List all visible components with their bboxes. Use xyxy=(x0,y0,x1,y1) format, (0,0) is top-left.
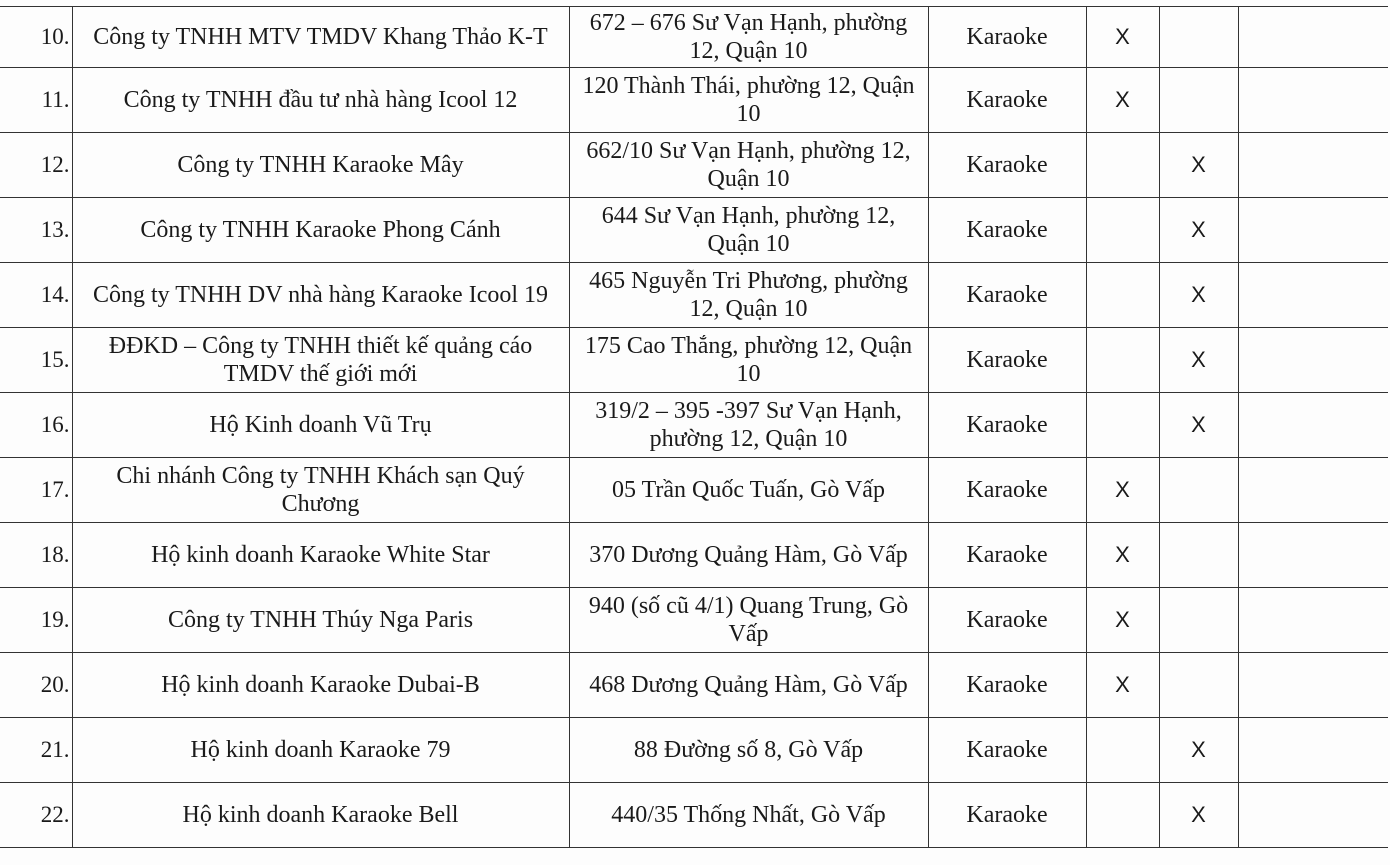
business-type: Karaoke xyxy=(928,133,1086,198)
row-number: 13. xyxy=(0,198,72,263)
business-name: Công ty TNHH Karaoke Mây xyxy=(72,133,569,198)
table-row xyxy=(0,653,1388,718)
table-row xyxy=(0,7,1388,68)
business-address: 644 Sư Vạn Hạnh, phường 12, Quận 10 xyxy=(569,198,928,263)
mark-column-a xyxy=(1086,198,1159,263)
extra-column xyxy=(1238,133,1388,198)
extra-column xyxy=(1238,263,1388,328)
extra-column xyxy=(1238,7,1388,68)
mark-column-a: X xyxy=(1086,7,1159,68)
table-row xyxy=(0,328,1388,393)
mark-column-b xyxy=(1159,523,1238,588)
mark-column-b: X xyxy=(1159,133,1238,198)
mark-column-a xyxy=(1086,783,1159,848)
business-name: Hộ kinh doanh Karaoke White Star xyxy=(72,523,569,588)
business-type: Karaoke xyxy=(928,653,1086,718)
business-name: Hộ kinh doanh Karaoke Dubai-B xyxy=(72,653,569,718)
business-name: Công ty TNHH DV nhà hàng Karaoke Icool 19 xyxy=(72,263,569,328)
business-name: Công ty TNHH MTV TMDV Khang Thảo K-T xyxy=(72,7,569,68)
business-type: Karaoke xyxy=(928,783,1086,848)
mark-column-b xyxy=(1159,653,1238,718)
table-row xyxy=(0,263,1388,328)
business-type: Karaoke xyxy=(928,393,1086,458)
mark-column-b xyxy=(1159,458,1238,523)
mark-column-a: X xyxy=(1086,653,1159,718)
extra-column xyxy=(1238,393,1388,458)
business-address: 940 (số cũ 4/1) Quang Trung, Gò Vấp xyxy=(569,588,928,653)
business-type: Karaoke xyxy=(928,588,1086,653)
business-address: 672 – 676 Sư Vạn Hạnh, phường 12, Quận 10 xyxy=(569,7,928,68)
business-type: Karaoke xyxy=(928,68,1086,133)
business-address: 88 Đường số 8, Gò Vấp xyxy=(569,718,928,783)
business-address: 662/10 Sư Vạn Hạnh, phường 12, Quận 10 xyxy=(569,133,928,198)
business-name: Công ty TNHH đầu tư nhà hàng Icool 12 xyxy=(72,68,569,133)
row-number: 18. xyxy=(0,523,72,588)
mark-column-a xyxy=(1086,263,1159,328)
mark-column-a: X xyxy=(1086,68,1159,133)
mark-column-b xyxy=(1159,7,1238,68)
extra-column xyxy=(1238,588,1388,653)
extra-column xyxy=(1238,198,1388,263)
business-name: Chi nhánh Công ty TNHH Khách sạn Quý Chương xyxy=(72,458,569,523)
mark-column-a: X xyxy=(1086,523,1159,588)
table-row xyxy=(0,198,1388,263)
business-address: 370 Dương Quảng Hàm, Gò Vấp xyxy=(569,523,928,588)
extra-column xyxy=(1238,783,1388,848)
business-name: ĐĐKD – Công ty TNHH thiết kế quảng cáo TMDV thế giới mới xyxy=(72,328,569,393)
table-row xyxy=(0,133,1388,198)
business-type: Karaoke xyxy=(928,198,1086,263)
business-address: 319/2 – 395 -397 Sư Vạn Hạnh, phường 12, Quận 10 xyxy=(569,393,928,458)
mark-column-b xyxy=(1159,68,1238,133)
row-number: 22. xyxy=(0,783,72,848)
mark-column-a xyxy=(1086,328,1159,393)
table-row xyxy=(0,588,1388,653)
table-row xyxy=(0,718,1388,783)
mark-column-b: X xyxy=(1159,718,1238,783)
business-address: 120 Thành Thái, phường 12, Quận 10 xyxy=(569,68,928,133)
row-number: 12. xyxy=(0,133,72,198)
extra-column xyxy=(1238,458,1388,523)
extra-column xyxy=(1238,328,1388,393)
karaoke-venue-table xyxy=(0,6,1388,848)
extra-column xyxy=(1238,523,1388,588)
business-address: 465 Nguyễn Tri Phương, phường 12, Quận 10 xyxy=(569,263,928,328)
extra-column xyxy=(1238,68,1388,133)
table-row xyxy=(0,393,1388,458)
row-number: 15. xyxy=(0,328,72,393)
table-row xyxy=(0,68,1388,133)
mark-column-a xyxy=(1086,718,1159,783)
mark-column-b: X xyxy=(1159,783,1238,848)
mark-column-a xyxy=(1086,393,1159,458)
mark-column-a xyxy=(1086,133,1159,198)
mark-column-a: X xyxy=(1086,588,1159,653)
extra-column xyxy=(1238,653,1388,718)
business-name: Hộ kinh doanh Karaoke Bell xyxy=(72,783,569,848)
table-body xyxy=(0,7,1388,848)
row-number: 19. xyxy=(0,588,72,653)
mark-column-b: X xyxy=(1159,393,1238,458)
row-number: 10. xyxy=(0,7,72,68)
row-number: 17. xyxy=(0,458,72,523)
business-address: 05 Trần Quốc Tuấn, Gò Vấp xyxy=(569,458,928,523)
mark-column-b: X xyxy=(1159,328,1238,393)
business-type: Karaoke xyxy=(928,7,1086,68)
business-type: Karaoke xyxy=(928,718,1086,783)
row-number: 14. xyxy=(0,263,72,328)
business-address: 440/35 Thống Nhất, Gò Vấp xyxy=(569,783,928,848)
business-type: Karaoke xyxy=(928,458,1086,523)
mark-column-b: X xyxy=(1159,263,1238,328)
business-name: Công ty TNHH Thúy Nga Paris xyxy=(72,588,569,653)
row-number: 20. xyxy=(0,653,72,718)
business-name: Hộ Kinh doanh Vũ Trụ xyxy=(72,393,569,458)
extra-column xyxy=(1238,718,1388,783)
business-name: Hộ kinh doanh Karaoke 79 xyxy=(72,718,569,783)
row-number: 11. xyxy=(0,68,72,133)
mark-column-b xyxy=(1159,588,1238,653)
business-address: 175 Cao Thắng, phường 12, Quận 10 xyxy=(569,328,928,393)
business-type: Karaoke xyxy=(928,523,1086,588)
business-name: Công ty TNHH Karaoke Phong Cánh xyxy=(72,198,569,263)
row-number: 21. xyxy=(0,718,72,783)
table-row xyxy=(0,523,1388,588)
business-type: Karaoke xyxy=(928,263,1086,328)
mark-column-a: X xyxy=(1086,458,1159,523)
table-row xyxy=(0,783,1388,848)
business-address: 468 Dương Quảng Hàm, Gò Vấp xyxy=(569,653,928,718)
table-row xyxy=(0,458,1388,523)
row-number: 16. xyxy=(0,393,72,458)
business-type: Karaoke xyxy=(928,328,1086,393)
mark-column-b: X xyxy=(1159,198,1238,263)
